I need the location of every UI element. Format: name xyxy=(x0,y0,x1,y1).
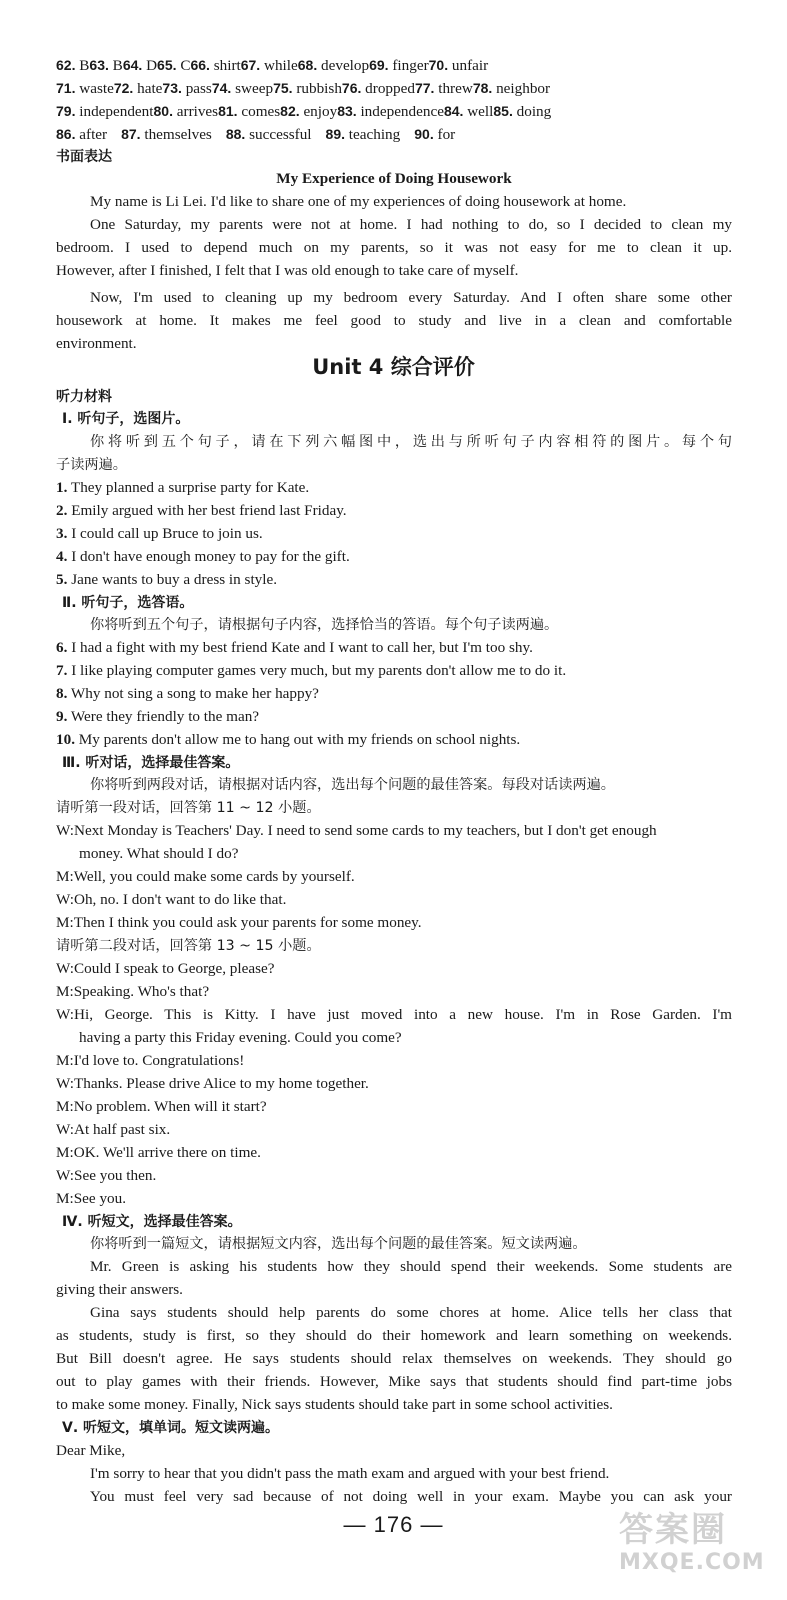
passage-line: giving their answers. xyxy=(56,1281,183,1298)
dialog-line: money. What should I do? xyxy=(79,845,239,862)
answer-item: 80. arrives xyxy=(153,103,219,120)
letter-line: You must feel very sad because of not doing well in your exam. Maybe you can ask your xyxy=(90,1488,732,1505)
answer-item: 75. rubbish xyxy=(273,80,342,97)
passage-line: as students, study is first, so they should do their homework and learn something on weekends. xyxy=(56,1327,732,1344)
answer-item: 65. C xyxy=(157,57,191,74)
essay-line: environment. xyxy=(56,335,137,352)
answer-item: 70. unfair xyxy=(428,57,489,74)
essay-line: My name is Li Lei. I'd like to share one of my experiences of doing housework at home. xyxy=(90,193,627,210)
answer-item: 89. teaching xyxy=(325,126,401,143)
answer-item: 71. waste xyxy=(56,80,114,97)
part1-instruction: 子读两遍。 xyxy=(56,457,127,473)
passage-line: Gina says students should help parents do some chores at home. Alice tells her class that xyxy=(90,1304,732,1321)
essay-line: However, after I finished, I felt that I was old enough to take care of myself. xyxy=(56,262,519,279)
passage-line: to make some money. Finally, Nick says students should take part in some school activities. xyxy=(56,1396,613,1413)
list-item: 6. I had a fight with my best friend Kate and I want to call her, but I'm too shy. xyxy=(56,639,533,656)
answer-item: 88. successful xyxy=(225,126,312,143)
dialog-line: W:Oh, no. I don't want to do like that. xyxy=(56,891,287,908)
writing-heading: 书面表达 xyxy=(56,149,112,165)
letter-line: I'm sorry to hear that you didn't pass the math exam and argued with your best friend. xyxy=(90,1465,610,1482)
passage-line: But Bill doesn't agree. He says students should relax themselves on weekends. They should go xyxy=(56,1350,732,1367)
answer-item: 81. comes xyxy=(218,103,281,120)
list-item: 10. My parents don't allow me to hang out with my friends on school nights. xyxy=(56,731,521,748)
essay-line: Now, I'm used to cleaning up my bedroom every Saturday. And I often share some other xyxy=(90,289,732,306)
dialog2-intro: 请听第二段对话，回答第 13 ~ 15 小题。 xyxy=(56,938,321,954)
list-item: 1. They planned a surprise party for Kate. xyxy=(56,479,310,496)
list-item: 8. Why not sing a song to make her happy? xyxy=(56,685,319,702)
answer-item: 85. doing xyxy=(493,103,552,120)
answer-item: 62. B xyxy=(56,57,90,74)
page-number: — 176 — xyxy=(343,1512,444,1537)
answer-item: 67. while xyxy=(240,57,298,74)
dialog-line: W:At half past six. xyxy=(56,1121,171,1138)
essay-line: bedroom. I used to depend much on my parents, so it was not easy for me to clean it up. xyxy=(56,239,732,256)
dialog-line: M:I'd love to. Congratulations! xyxy=(56,1052,245,1069)
essay-title: My Experience of Doing Housework xyxy=(276,170,512,187)
list-item: 4. I don't have enough money to pay for the gift. xyxy=(56,548,350,565)
list-item: 7. I like playing computer games very much, but my parents don't allow me to do it. xyxy=(56,662,567,679)
answer-item: 79. independent xyxy=(56,103,154,120)
watermark-top-text: 答案圈 xyxy=(619,1510,727,1550)
answer-item: 68. develop xyxy=(297,57,370,74)
listening-heading: 听力材料 xyxy=(56,389,112,405)
dialog-line: W:Thanks. Please drive Alice to my home together. xyxy=(56,1075,369,1092)
list-item: 2. Emily argued with her best friend last Friday. xyxy=(56,502,347,519)
dialog-line: W:Hi, George. This is Kitty. I have just moved into a new house. I'm in Rose Garden. I'm xyxy=(56,1006,732,1023)
dialog-line: W:See you then. xyxy=(56,1167,157,1184)
dialog-line: M:See you. xyxy=(56,1190,127,1207)
answer-item: 63. B xyxy=(89,57,123,74)
unit-title: Unit 4 综合评价 xyxy=(312,355,475,379)
dialog1-intro: 请听第一段对话，回答第 11 ~ 12 小题。 xyxy=(56,800,321,816)
answer-row-2 xyxy=(56,77,732,100)
answer-item: 77. threw xyxy=(414,80,473,97)
dialog-line: M:Speaking. Who's that? xyxy=(56,983,210,1000)
answer-item: 83. independence xyxy=(337,103,444,120)
passage-line: out to play games with their friends. However, Mike says that students should find part-time jobs xyxy=(56,1373,732,1390)
part1-instruction: 你将听到五个句子，请在下列六幅图中，选出与所听句子内容相符的图片。每个句 xyxy=(90,434,732,450)
answer-item: 82. enjoy xyxy=(280,103,338,120)
answer-item: 86. after xyxy=(56,126,108,143)
list-item: 9. Were they friendly to the man? xyxy=(56,708,260,725)
answer-row-1 xyxy=(56,54,732,77)
dialog-line: having a party this Friday evening. Could you come? xyxy=(79,1029,402,1046)
part5-heading: Ⅴ. 听短文，填单词。短文读两遍。 xyxy=(62,1420,280,1436)
answer-item: 78. neighbor xyxy=(472,80,551,97)
dialog-line: M:Well, you could make some cards by yourself. xyxy=(56,868,355,885)
watermark-bottom-text: MXQE.COM xyxy=(619,1550,765,1575)
essay-line: housework at home. It makes me feel good to study and live in a clean and comfortable xyxy=(56,312,732,329)
dialog-line: M:OK. We'll arrive there on time. xyxy=(56,1144,261,1161)
answer-row-3 xyxy=(56,100,732,123)
dialog-line: M:No problem. When will it start? xyxy=(56,1098,267,1115)
answer-item: 76. dropped xyxy=(341,80,415,97)
answer-item: 90. for xyxy=(414,126,456,143)
answer-item: 73. pass xyxy=(162,80,212,97)
list-item: 3. I could call up Bruce to join us. xyxy=(56,525,263,542)
answer-item: 69. finger xyxy=(369,57,429,74)
answer-item: 64. D xyxy=(122,57,158,74)
essay-line: One Saturday, my parents were not at home. I had nothing to do, so I decided to clean my xyxy=(90,216,732,233)
answer-item: 84. well xyxy=(443,103,494,120)
list-item: 5. Jane wants to buy a dress in style. xyxy=(56,571,278,588)
dialog-line: W:Could I speak to George, please? xyxy=(56,960,275,977)
part2-instruction: 你将听到五个句子，请根据句子内容，选择恰当的答语。每个句子读两遍。 xyxy=(90,617,559,633)
part4-instruction: 你将听到一篇短文，请根据短文内容，选出每个问题的最佳答案。短文读两遍。 xyxy=(90,1236,587,1252)
answer-item: 72. hate xyxy=(113,80,163,97)
letter-salutation: Dear Mike, xyxy=(56,1442,126,1459)
answer-row-4 xyxy=(56,123,486,146)
part3-instruction: 你将听到两段对话，请根据对话内容，选出每个问题的最佳答案。每段对话读两遍。 xyxy=(90,777,615,793)
passage-line: Mr. Green is asking his students how they should spend their weekends. Some students are xyxy=(90,1258,732,1275)
watermark-logo xyxy=(619,1510,769,1590)
dialog-line: M:Then I think you could ask your parents for some money. xyxy=(56,914,422,931)
part4-heading: Ⅳ. 听短文，选择最佳答案。 xyxy=(62,1214,242,1230)
answer-item: 66. shirt xyxy=(190,57,241,74)
part2-heading: Ⅱ. 听句子，选答语。 xyxy=(62,595,194,611)
answer-item: 74. sweep xyxy=(211,80,274,97)
part1-heading: Ⅰ. 听句子，选图片。 xyxy=(62,411,190,427)
dialog-line: W:Next Monday is Teachers' Day. I need to send some cards to my teachers, but I don't get enough xyxy=(56,822,657,839)
part3-heading: Ⅲ. 听对话，选择最佳答案。 xyxy=(62,755,240,771)
answer-item: 87. themselves xyxy=(121,126,212,143)
